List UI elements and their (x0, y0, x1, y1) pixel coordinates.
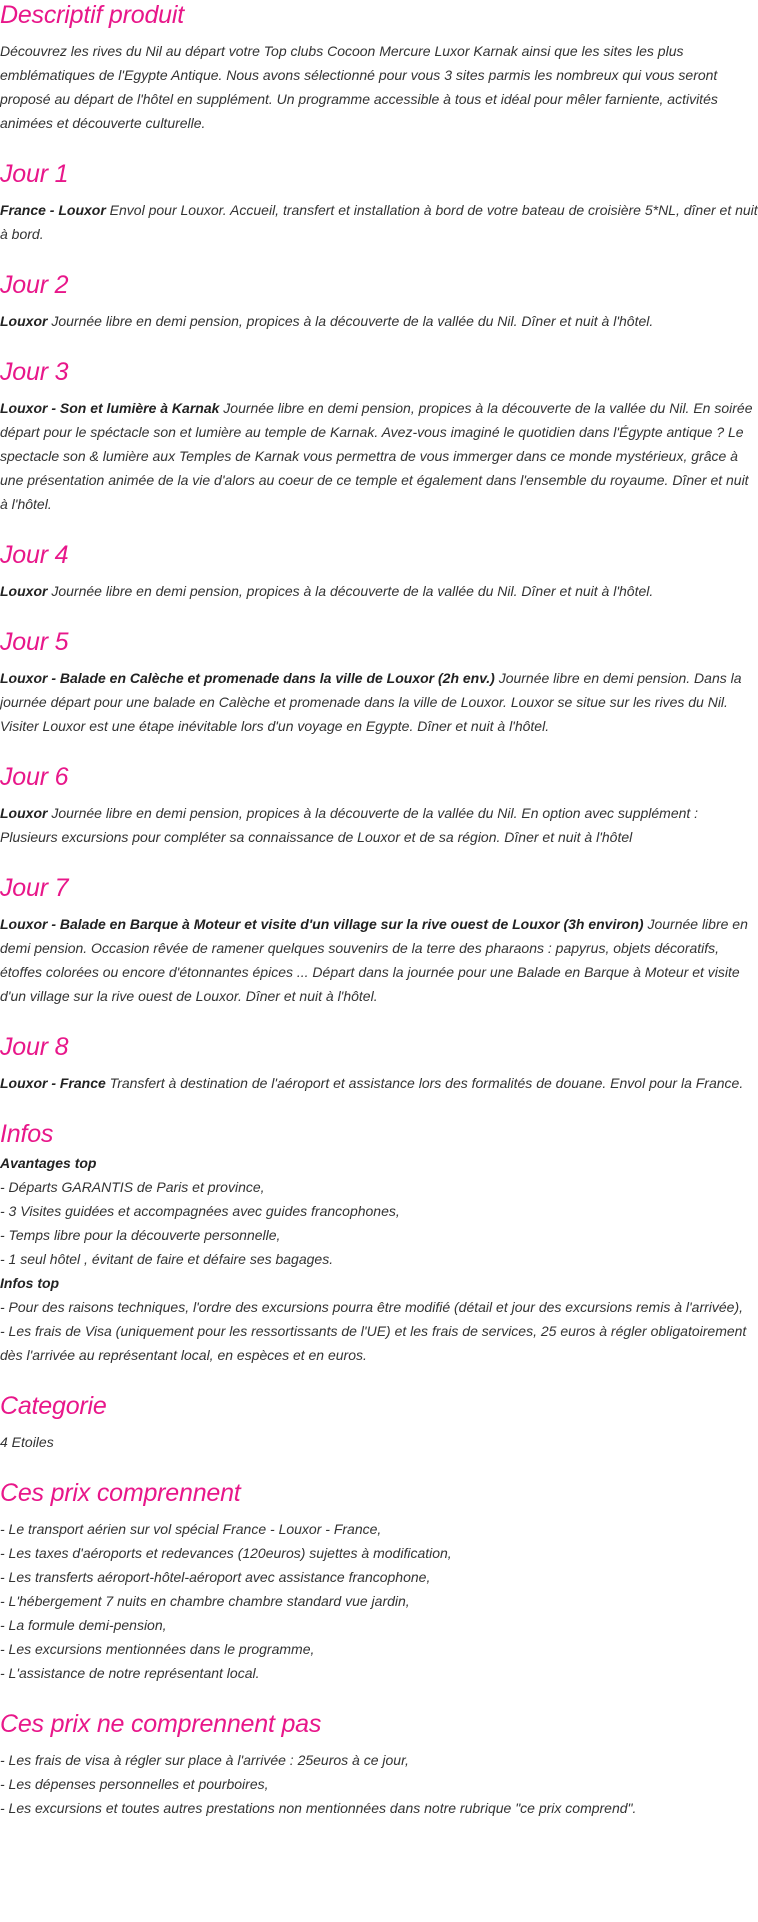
day-heading: Jour 2 (0, 271, 69, 299)
infos-content (0, 1151, 758, 1367)
section-day-8 (0, 1032, 758, 1095)
day-text (0, 579, 758, 603)
day-title: France - Louxor (0, 202, 106, 218)
section-heading-infos: Infos (0, 1120, 54, 1148)
day-text (0, 801, 758, 849)
day-text (0, 666, 758, 738)
list-item: - La formule demi-pension, (0, 1617, 167, 1633)
avantage-item: - Temps libre pour la découverte personnelle, (0, 1227, 281, 1243)
day-description: Journée libre en demi pension. Dans la journée départ pour une balade en Calèche et promenade dans la ville de Louxor. Louxor se situe sur les rives du Nil. Visiter Louxor est une étape inévitable lors d'un voyage en Egypte. Dîner et nuit à l'hôtel. (0, 670, 742, 734)
avantage-item: - Départs GARANTIS de Paris et province, (0, 1179, 265, 1195)
section-day-3 (0, 357, 758, 516)
day-description: Journée libre en demi pension, propices à la découverte de la vallée du Nil. En option avec supplément : Plusieurs excursions pour compléter sa connaissance de Louxor et de sa région. Dîner et nuit à l'hôtel (0, 805, 699, 845)
list-item: - Les excursions mentionnées dans le programme, (0, 1641, 315, 1657)
section-categorie (0, 1391, 758, 1454)
list-item: - Les frais de visa à régler sur place à l'arrivée : 25euros à ce jour, (0, 1752, 409, 1768)
day-heading: Jour 6 (0, 763, 69, 791)
list-item: - Les taxes d'aéroports et redevances (120euros) sujettes à modification, (0, 1545, 452, 1561)
day-text (0, 912, 758, 1008)
day-description: Journée libre en demi pension, propices à la découverte de la vallée du Nil. Dîner et nuit à l'hôtel. (47, 313, 654, 329)
day-description: Envol pour Louxor. Accueil, transfert et installation à bord de votre bateau de croisière 5*NL, dîner et nuit à bord. (0, 202, 758, 242)
infos-top-title: Infos top (0, 1275, 60, 1291)
day-heading: Jour 5 (0, 628, 69, 656)
section-day-2 (0, 270, 758, 333)
ne-comprennent-list (0, 1748, 758, 1820)
day-text (0, 198, 758, 246)
categorie-text: 4 Etoiles (0, 1434, 54, 1450)
section-prix-ne-comprennent-pas (0, 1709, 758, 1820)
section-heading-comprennent: Ces prix comprennent (0, 1479, 241, 1507)
info-item: - Pour des raisons techniques, l'ordre des excursions pourra être modifié (détail et jour des excursions remis à l'arrivée), (0, 1299, 744, 1315)
section-heading-ne-comprennent: Ces prix ne comprennent pas (0, 1710, 322, 1738)
day-description: Transfert à destination de l'aéroport et assistance lors des formalités de douane. Envol pour la France. (105, 1075, 744, 1091)
section-prix-comprennent (0, 1478, 758, 1685)
day-text (0, 1071, 758, 1095)
section-day-4 (0, 540, 758, 603)
section-heading-descriptif: Descriptif produit (0, 1, 184, 29)
day-title: Louxor (0, 313, 48, 329)
day-title: Louxor (0, 583, 48, 599)
day-heading: Jour 8 (0, 1033, 69, 1061)
section-day-7 (0, 873, 758, 1008)
avantage-item: - 1 seul hôtel , évitant de faire et défaire ses bagages. (0, 1251, 334, 1267)
day-title: Louxor - Balade en Barque à Moteur et visite d'un village sur la rive ouest de Louxor (3h environ) (0, 916, 644, 932)
day-title: Louxor - Son et lumière à Karnak (0, 400, 220, 416)
section-day-5 (0, 627, 758, 738)
day-heading: Jour 7 (0, 874, 69, 902)
day-heading: Jour 4 (0, 541, 69, 569)
day-description: Journée libre en demi pension, propices à la découverte de la vallée du Nil. Dîner et nuit à l'hôtel. (47, 583, 654, 599)
section-descriptif (0, 0, 758, 135)
list-item: - Les excursions et toutes autres prestations non mentionnées dans notre rubrique "ce prix comprend". (0, 1800, 637, 1816)
list-item: - L'assistance de notre représentant local. (0, 1665, 260, 1681)
section-day-6 (0, 762, 758, 849)
avantage-item: - 3 Visites guidées et accompagnées avec guides francophones, (0, 1203, 400, 1219)
day-heading: Jour 3 (0, 358, 69, 386)
avantages-title: Avantages top (0, 1155, 97, 1171)
section-heading-categorie: Categorie (0, 1392, 107, 1420)
section-infos (0, 1119, 758, 1367)
day-text (0, 396, 758, 516)
day-title: Louxor - France (0, 1075, 106, 1091)
day-title: Louxor - Balade en Calèche et promenade dans la ville de Louxor (2h env.) (0, 670, 495, 686)
day-description: Journée libre en demi pension. Occasion rêvée de ramener quelques souvenirs de la terre des pharaons : papyrus, objets décoratifs, étoffes colorées ou encore d'étonnantes épices ... Départ dans la journée pour une Balade en Barque à Moteur et visite d'un village sur la rive ouest de Louxor. Dîner et nuit à l'hôtel. (0, 916, 748, 1004)
list-item: - L'hébergement 7 nuits en chambre chambre standard vue jardin, (0, 1593, 410, 1609)
day-text (0, 309, 758, 333)
list-item: - Les dépenses personnelles et pourboires, (0, 1776, 269, 1792)
info-item: - Les frais de Visa (uniquement pour les ressortissants de l'UE) et les frais de services, 25 euros à régler obligatoirement dès l'arrivée au représentant local, en espèces et en euros. (0, 1323, 747, 1363)
list-item: - Les transferts aéroport-hôtel-aéroport avec assistance francophone, (0, 1569, 431, 1585)
comprennent-list (0, 1517, 758, 1685)
day-description: Journée libre en demi pension, propices à la découverte de la vallée du Nil. En soirée départ pour le spéctacle son et lumière au temple de Karnak. Avez-vous imaginé le quotidien dans l'Égypte antique ? Le spectacle son & lumière aux Temples de Karnak vous permettra de vous immerger dans ce monde mystérieux, grâce à une présentation animée de la vie d'alors au coeur de ce temple et également dans l'ensemble du royaume. Dîner et nuit à l'hôtel. (0, 400, 753, 512)
section-day-1 (0, 159, 758, 246)
day-title: Louxor (0, 805, 48, 821)
list-item: - Le transport aérien sur vol spécial France - Louxor - France, (0, 1521, 382, 1537)
day-heading: Jour 1 (0, 160, 69, 188)
descriptif-text: Découvrez les rives du Nil au départ votre Top clubs Cocoon Mercure Luxor Karnak ainsi que les sites les plus emblématiques de l'Egypte Antique. Nous avons sélectionné pour vous 3 sites parmis les nombreux qui vous seront proposé au départ de l'hôtel en supplément. Un programme accessible à tous et idéal pour mêler farniente, activités animées et découverte culturelle. (0, 43, 718, 131)
